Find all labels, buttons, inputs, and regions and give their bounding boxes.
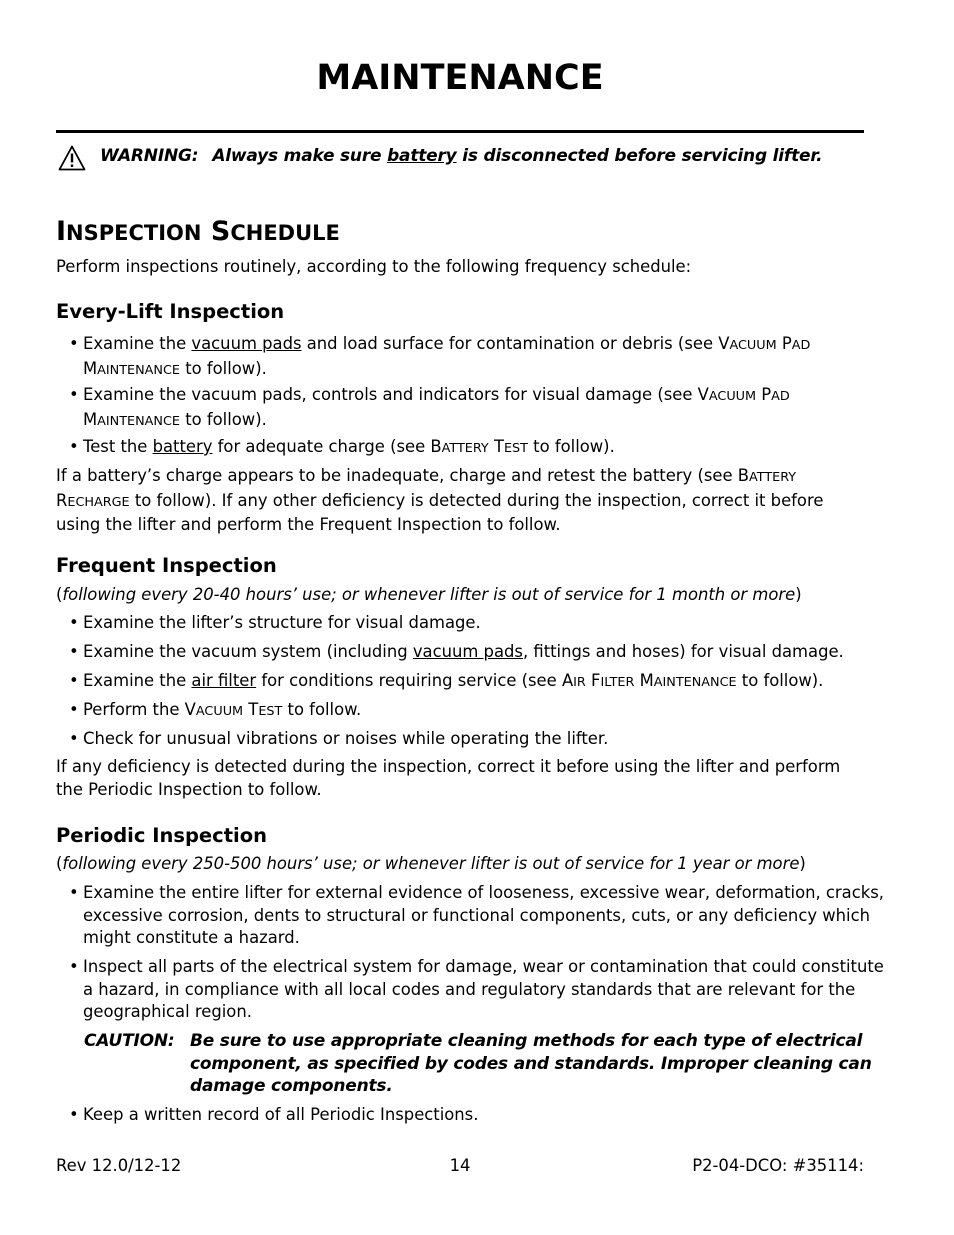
list-item: • Examine the air filter for conditions requiring service (see AIR FILTER MAINTENANCE to follow).	[69, 671, 824, 690]
list-item: • Examine the vacuum pads and load surface for contamination or debris (see VACUUM PAD MAINTENANCE to follow).	[69, 334, 811, 378]
list-item: • Examine the entire lifter for external evidence of looseness, excessive wear, deformation, cracks, excessive corrosion, dents to structural or functional components, cuts, or any deficiency which might constitute a hazard.	[69, 883, 884, 947]
list-item: • Examine the vacuum pads, controls and indicators for visual damage (see VACUUM PAD MAINTENANCE to follow).	[69, 385, 790, 429]
list-item: • Perform the VACUUM TEST to follow.	[69, 700, 362, 719]
warning-triangle-icon	[58, 145, 86, 171]
periodic-heading: Periodic Inspection	[56, 824, 267, 847]
list-item: • Examine the vacuum system (including vacuum pads, fittings and hoses) for visual damage.	[69, 642, 844, 661]
list-item: • Check for unusual vibrations or noises while operating the lifter.	[69, 729, 609, 748]
frequent-frequency: (following every 20-40 hours’ use; or whenever lifter is out of service for 1 month or more)	[56, 585, 802, 604]
every-lift-heading: Every-Lift Inspection	[56, 300, 285, 323]
section-title: INSPECTION SCHEDULE	[56, 216, 340, 247]
list-item: • Inspect all parts of the electrical system for damage, wear or contamination that could constitute a hazard, in compliance with all local codes and regulatory standards that are relevant for the geographical region.	[69, 957, 884, 1021]
vacuum-pads-link[interactable]: vacuum pads	[191, 334, 302, 353]
battery-link[interactable]: battery	[152, 437, 213, 456]
footer-revision: Rev 12.0/12-12	[56, 1156, 182, 1175]
periodic-frequency: (following every 250-500 hours’ use; or whenever lifter is out of service for 1 year or more)	[56, 854, 806, 873]
section-intro: Perform inspections routinely, according to the following frequency schedule:	[56, 257, 692, 276]
page-title: MAINTENANCE	[316, 58, 604, 98]
footer-page-number: 14	[449, 1156, 471, 1175]
warning-notice	[56, 143, 864, 173]
list-item: • Keep a written record of all Periodic Inspections.	[69, 1105, 479, 1124]
list-item: • Test the battery for adequate charge (see BATTERY TEST to follow).	[69, 437, 615, 456]
air-filter-link[interactable]: air filter	[191, 671, 257, 690]
battery-link[interactable]: battery	[387, 146, 457, 166]
footer-doc-id: P2-04-DCO: #35114:	[692, 1156, 864, 1175]
every-lift-paragraph: If a battery’s charge appears to be inadequate, charge and retest the battery (see BATTERY RECHARGE to follow). If any other deficiency is detected during the inspection, correct it before using the lifter and perform the Frequent Inspection to follow.	[56, 466, 824, 534]
frequent-heading: Frequent Inspection	[56, 554, 277, 577]
warning-label: WARNING:	[100, 146, 199, 166]
title-rule	[56, 130, 864, 133]
frequent-paragraph: If any deficiency is detected during the inspection, correct it before using the lifter and perform the Periodic Inspection to follow.	[56, 757, 841, 799]
list-item: • Examine the lifter’s structure for visual damage.	[69, 613, 481, 632]
warning-text: WARNING: Always make sure battery is disconnected before servicing lifter.	[100, 146, 823, 166]
vacuum-pads-link[interactable]: vacuum pads	[412, 642, 523, 661]
caution-label: CAUTION:	[84, 1031, 175, 1051]
caution-text: Be sure to use appropriate cleaning methods for each type of electrical component, as specified by codes and standards. Improper cleaning can damage components.	[190, 1031, 872, 1096]
